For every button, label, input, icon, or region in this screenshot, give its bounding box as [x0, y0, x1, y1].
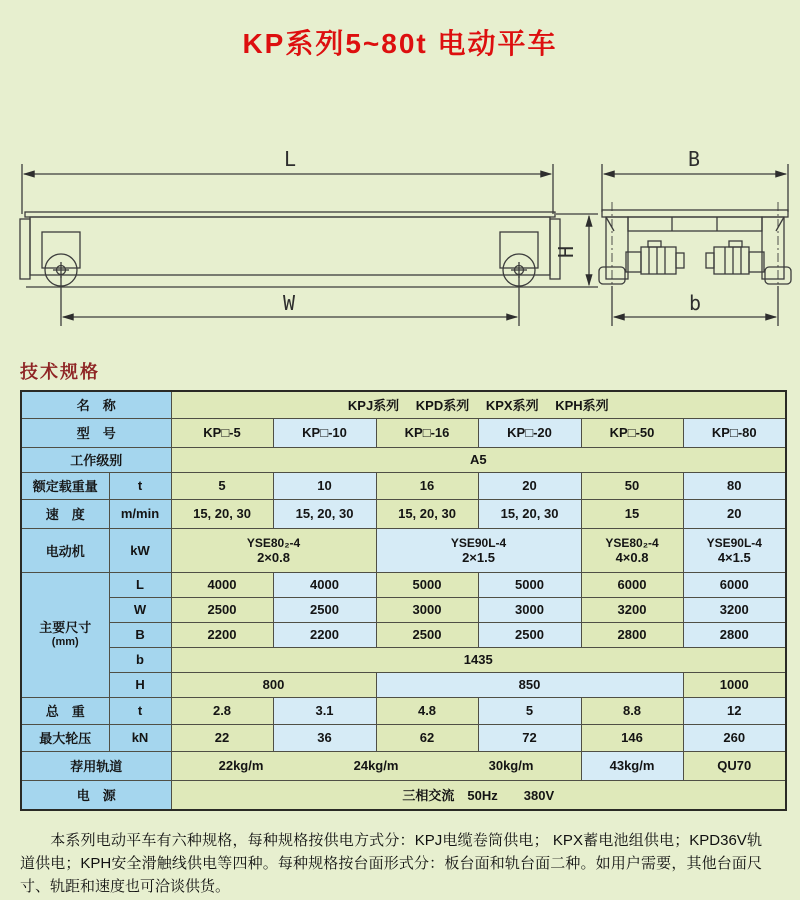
dim-cell: 2500: [478, 622, 581, 647]
speed-cell: 15, 20, 30: [273, 499, 376, 528]
dim-cell: 3200: [683, 597, 786, 622]
motor-cell: [683, 528, 786, 572]
dim-cell: 5000: [376, 572, 478, 597]
weight-cell: 8.8: [581, 697, 683, 724]
speed-cell: 15: [581, 499, 683, 528]
row-label-speed: 速 度: [21, 499, 109, 528]
dim-cell: 3200: [581, 597, 683, 622]
flatcar-dimension-drawing: [0, 134, 800, 344]
motor-power: 2×1.5: [462, 549, 495, 565]
rail-value: 30kg/m: [488, 758, 534, 773]
duty-class-value: A5: [171, 447, 786, 472]
rail-value: 22kg/m: [218, 758, 264, 773]
dims-unit-note: (mm): [51, 635, 79, 648]
side-view: [20, 164, 598, 326]
wheel-load-cell: 72: [478, 724, 581, 751]
capacity-cell: 20: [478, 472, 581, 499]
spec-table: [20, 390, 787, 811]
rail-value: 24kg/m: [353, 758, 399, 773]
row-wheel-load: [21, 724, 786, 751]
dim-cell: 800: [171, 672, 376, 697]
model-cell: KP□-16: [376, 418, 478, 447]
wheel-load-cell: 146: [581, 724, 683, 751]
row-label-rail: 荐用轨道: [21, 751, 171, 780]
row-motor: [21, 528, 786, 572]
model-cell: KP□-50: [581, 418, 683, 447]
capacity-cell: 16: [376, 472, 478, 499]
motor-model: YSE80₂-4: [246, 535, 301, 550]
dim-label-W: W: [283, 291, 296, 315]
row-dim-B: [21, 622, 786, 647]
row-speed: [21, 499, 786, 528]
dim-label-L: L: [284, 147, 297, 171]
row-dim-L: [21, 572, 786, 597]
row-model: [21, 418, 786, 447]
dim-cell: 6000: [683, 572, 786, 597]
row-label-main-dimensions: [21, 572, 109, 697]
speed-cell: 20: [683, 499, 786, 528]
weight-cell: 4.8: [376, 697, 478, 724]
dim-label-B: B: [688, 147, 701, 171]
row-capacity: [21, 472, 786, 499]
motor-cell: [581, 528, 683, 572]
dim-sub-H: H: [109, 672, 171, 697]
row-label-name: 名 称: [21, 391, 171, 418]
weight-cell: 5: [478, 697, 581, 724]
motor-model: YSE90L-4: [450, 535, 507, 550]
row-label-model: 型 号: [21, 418, 171, 447]
row-total-weight: [21, 697, 786, 724]
speed-cell: 15, 20, 30: [171, 499, 273, 528]
dim-cell: 4000: [171, 572, 273, 597]
dim-sub-B: B: [109, 622, 171, 647]
dim-cell: 3000: [376, 597, 478, 622]
dim-cell: 2800: [581, 622, 683, 647]
row-label-power: 电 源: [21, 780, 171, 810]
row-dim-W: [21, 597, 786, 622]
motor-cell: [171, 528, 376, 572]
row-rail: [21, 751, 786, 780]
wheel-load-cell: 22: [171, 724, 273, 751]
motor-cell: [376, 528, 581, 572]
row-power-supply: [21, 780, 786, 810]
dim-cell: 2200: [171, 622, 273, 647]
dim-sub-W: W: [109, 597, 171, 622]
motor-power: 4×0.8: [615, 549, 649, 565]
model-cell: KP□-10: [273, 418, 376, 447]
drive-motor-right: [706, 241, 764, 274]
weight-cell: 2.8: [171, 697, 273, 724]
wheel-load-cell: 62: [376, 724, 478, 751]
dim-cell: 2200: [273, 622, 376, 647]
dim-cell-gauge: 1435: [171, 647, 786, 672]
dim-cell: 850: [376, 672, 683, 697]
weight-cell: 12: [683, 697, 786, 724]
dim-cell: 4000: [273, 572, 376, 597]
notes-text: 本系列电动平车有六种规格，每种规格按供电方式分：KPJ电缆卷筒供电； KPX蓄电池组供电；KPD36V轨道供电；KPH安全滑触线供电等四种。每种规格按台面形式分：板台面和轨台面二种。如用户需要，其他台面尺寸、轨距和速度也可洽谈供货。: [20, 832, 762, 895]
dim-cell: 2500: [273, 597, 376, 622]
motor-model: YSE80₂-4: [605, 535, 659, 550]
speed-cell: 15, 20, 30: [376, 499, 478, 528]
motor-model: YSE90L-4: [706, 535, 762, 550]
dim-sub-L: L: [109, 572, 171, 597]
wheel-load-cell: 36: [273, 724, 376, 751]
row-label-motor: 电动机: [21, 528, 109, 572]
motor-unit: kW: [109, 528, 171, 572]
dims-label-text: 主要尺寸: [39, 619, 92, 635]
dim-cell: 1000: [683, 672, 786, 697]
rail-value: QU70: [683, 751, 786, 780]
wheel-load-unit: kN: [109, 724, 171, 751]
model-cell: KP□-80: [683, 418, 786, 447]
model-cell: KP□-5: [171, 418, 273, 447]
row-label-duty: 工作级别: [21, 447, 171, 472]
dim-cell: 2500: [171, 597, 273, 622]
row-dim-H: [21, 672, 786, 697]
row-label-weight: 总 重: [21, 697, 109, 724]
capacity-cell: 5: [171, 472, 273, 499]
speed-unit: m/min: [109, 499, 171, 528]
capacity-cell: 50: [581, 472, 683, 499]
dim-label-b: b: [689, 291, 702, 315]
page-title: KP系列5~80t 电动平车: [242, 28, 558, 59]
dim-cell: 2800: [683, 622, 786, 647]
motor-power: 4×1.5: [717, 549, 751, 565]
weight-cell: 3.1: [273, 697, 376, 724]
notes-paragraph: [20, 829, 762, 898]
dim-label-H: H: [554, 245, 578, 258]
wheel-load-cell: 260: [683, 724, 786, 751]
row-duty-class: [21, 447, 786, 472]
specs-section-heading: 技术规格: [20, 362, 100, 382]
power-supply-value: 三相交流 50Hz 380V: [171, 780, 786, 810]
motor-power: 2×0.8: [257, 549, 290, 565]
capacity-cell: 80: [683, 472, 786, 499]
dim-cell: 3000: [478, 597, 581, 622]
row-label-capacity: 额定载重量: [21, 472, 109, 499]
speed-cell: 15, 20, 30: [478, 499, 581, 528]
row-series-name: [21, 391, 786, 418]
dim-cell: 2500: [376, 622, 478, 647]
drive-motor-left: [626, 241, 684, 274]
rail-value: 43kg/m: [581, 751, 683, 780]
capacity-cell: 10: [273, 472, 376, 499]
rail-cell-group: [171, 751, 581, 780]
capacity-unit: t: [109, 472, 171, 499]
dim-sub-b: b: [109, 647, 171, 672]
dim-cell: 5000: [478, 572, 581, 597]
row-dim-b: [21, 647, 786, 672]
dim-cell: 6000: [581, 572, 683, 597]
weight-unit: t: [109, 697, 171, 724]
model-cell: KP□-20: [478, 418, 581, 447]
row-label-wheel-load: 最大轮压: [21, 724, 109, 751]
series-list: KPJ系列 KPD系列 KPX系列 KPH系列: [171, 391, 786, 418]
